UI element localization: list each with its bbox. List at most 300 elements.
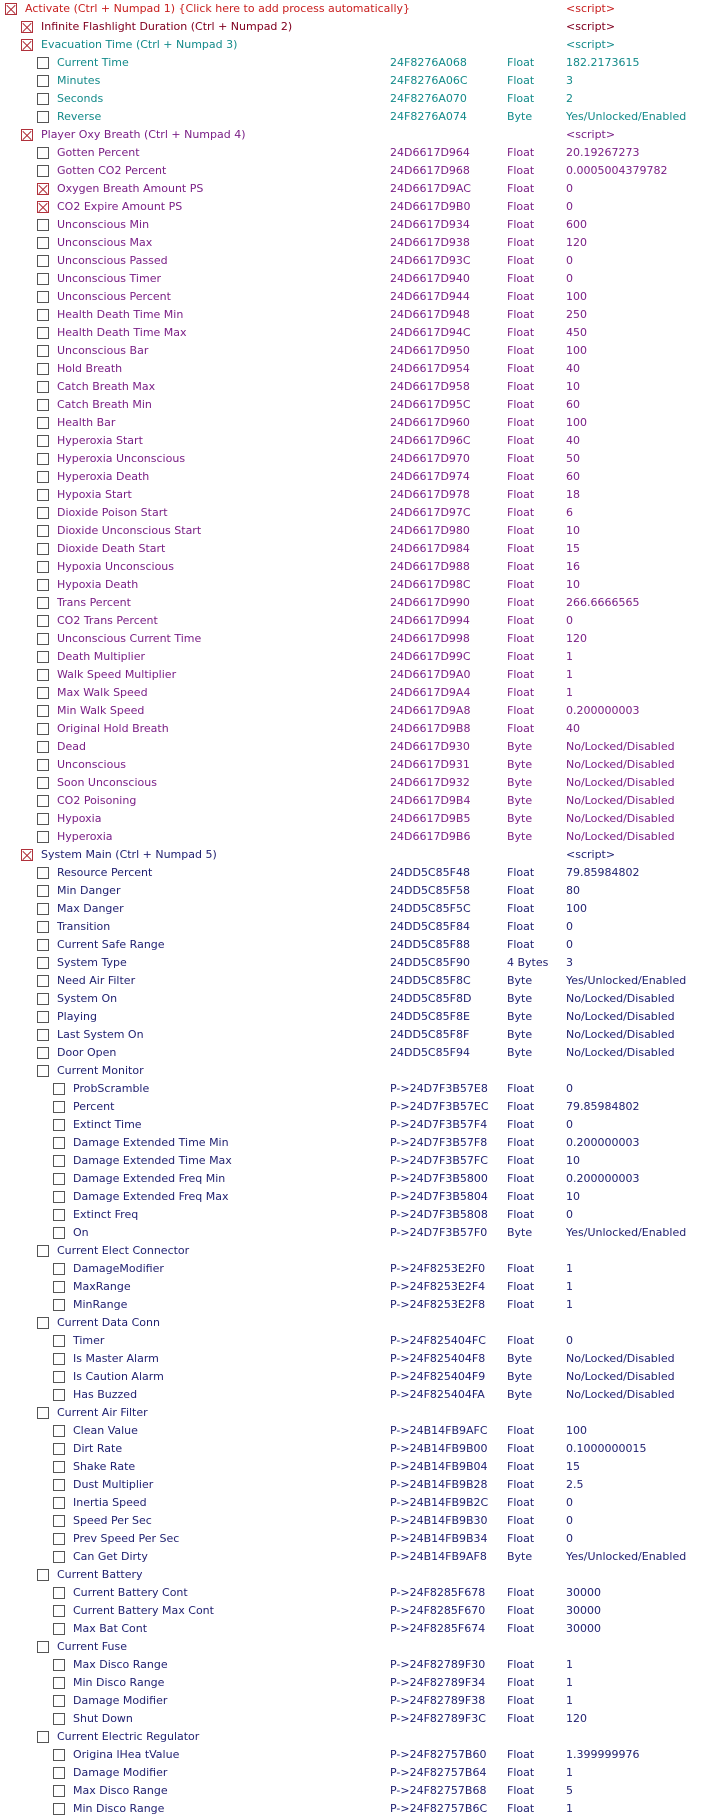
entry-value[interactable]: No/Locked/Disabled: [566, 1028, 675, 1041]
entry-value[interactable]: 182.2173615: [566, 56, 640, 69]
entry-value[interactable]: 10: [566, 578, 580, 591]
active-checkbox[interactable]: [37, 381, 49, 393]
table-row[interactable]: [0, 972, 703, 990]
table-row[interactable]: [0, 522, 703, 540]
entry-value[interactable]: No/Locked/Disabled: [566, 1352, 675, 1365]
table-row[interactable]: [0, 1674, 703, 1692]
entry-value[interactable]: <script>: [566, 38, 616, 51]
entry-value[interactable]: 0.1000000015: [566, 1442, 647, 1455]
table-row[interactable]: [0, 1224, 703, 1242]
active-checkbox[interactable]: [37, 813, 49, 825]
entry-value[interactable]: 50: [566, 452, 580, 465]
active-checkbox[interactable]: [37, 183, 49, 195]
entry-value[interactable]: 5: [566, 1784, 573, 1797]
table-row[interactable]: [0, 1260, 703, 1278]
table-row[interactable]: [0, 18, 703, 36]
active-checkbox[interactable]: [37, 75, 49, 87]
table-row[interactable]: [0, 1404, 703, 1422]
entry-value[interactable]: 0.200000003: [566, 704, 640, 717]
active-checkbox[interactable]: [37, 597, 49, 609]
table-row[interactable]: [0, 1206, 703, 1224]
active-checkbox[interactable]: [53, 1443, 65, 1455]
active-checkbox[interactable]: [21, 129, 33, 141]
table-row[interactable]: [0, 1116, 703, 1134]
table-row[interactable]: [0, 1476, 703, 1494]
entry-value[interactable]: 0: [566, 200, 573, 213]
entry-value[interactable]: 0.200000003: [566, 1172, 640, 1185]
table-row[interactable]: [0, 1296, 703, 1314]
active-checkbox[interactable]: [53, 1425, 65, 1437]
active-checkbox[interactable]: [53, 1191, 65, 1203]
table-row[interactable]: [0, 828, 703, 846]
active-checkbox[interactable]: [37, 885, 49, 897]
entry-value[interactable]: 100: [566, 1424, 587, 1437]
table-row[interactable]: [0, 36, 703, 54]
active-checkbox[interactable]: [53, 1389, 65, 1401]
table-row[interactable]: [0, 504, 703, 522]
table-row[interactable]: [0, 1548, 703, 1566]
table-row[interactable]: [0, 1566, 703, 1584]
table-row[interactable]: [0, 1278, 703, 1296]
active-checkbox[interactable]: [53, 1533, 65, 1545]
active-checkbox[interactable]: [37, 867, 49, 879]
active-checkbox[interactable]: [37, 939, 49, 951]
entry-value[interactable]: No/Locked/Disabled: [566, 992, 675, 1005]
entry-value[interactable]: 3: [566, 956, 573, 969]
active-checkbox[interactable]: [37, 1569, 49, 1581]
table-row[interactable]: [0, 1080, 703, 1098]
active-checkbox[interactable]: [53, 1587, 65, 1599]
table-row[interactable]: [0, 72, 703, 90]
table-row[interactable]: [0, 1440, 703, 1458]
table-row[interactable]: [0, 630, 703, 648]
entry-value[interactable]: 30000: [566, 1622, 601, 1635]
table-row[interactable]: [0, 468, 703, 486]
entry-description: Need Air Filter: [57, 974, 136, 987]
entry-value[interactable]: 0: [566, 182, 573, 195]
table-row[interactable]: [0, 414, 703, 432]
entry-value[interactable]: No/Locked/Disabled: [566, 776, 675, 789]
active-checkbox[interactable]: [37, 1065, 49, 1077]
entry-value[interactable]: 0: [566, 1082, 573, 1095]
entry-value[interactable]: Yes/Unlocked/Enabled: [566, 974, 687, 987]
table-row[interactable]: [0, 1620, 703, 1638]
table-row[interactable]: [0, 1062, 703, 1080]
active-checkbox[interactable]: [53, 1767, 65, 1779]
table-row[interactable]: [0, 1368, 703, 1386]
active-checkbox[interactable]: [53, 1623, 65, 1635]
table-row[interactable]: [0, 900, 703, 918]
entry-value[interactable]: 0: [566, 1496, 573, 1509]
entry-value[interactable]: 15: [566, 1460, 580, 1473]
active-checkbox[interactable]: [37, 741, 49, 753]
table-row[interactable]: [0, 1656, 703, 1674]
entry-value[interactable]: <script>: [566, 128, 616, 141]
entry-value[interactable]: 120: [566, 1712, 587, 1725]
table-row[interactable]: [0, 648, 703, 666]
table-row[interactable]: [0, 810, 703, 828]
active-checkbox[interactable]: [53, 1713, 65, 1725]
entry-value[interactable]: 10: [566, 524, 580, 537]
entry-value[interactable]: 80: [566, 884, 580, 897]
table-row[interactable]: [0, 1458, 703, 1476]
entry-value[interactable]: No/Locked/Disabled: [566, 740, 675, 753]
entry-value[interactable]: 16: [566, 560, 580, 573]
active-checkbox[interactable]: [37, 417, 49, 429]
active-checkbox[interactable]: [37, 363, 49, 375]
active-checkbox[interactable]: [37, 399, 49, 411]
entry-value[interactable]: <script>: [566, 20, 616, 33]
active-checkbox[interactable]: [37, 615, 49, 627]
entry-value[interactable]: 1: [566, 1802, 573, 1815]
active-checkbox[interactable]: [21, 21, 33, 33]
active-checkbox[interactable]: [53, 1119, 65, 1131]
entry-value[interactable]: 20.19267273: [566, 146, 640, 159]
active-checkbox[interactable]: [37, 57, 49, 69]
table-row[interactable]: [0, 1728, 703, 1746]
table-row[interactable]: [0, 756, 703, 774]
active-checkbox[interactable]: [53, 1101, 65, 1113]
active-checkbox[interactable]: [37, 525, 49, 537]
active-checkbox[interactable]: [37, 957, 49, 969]
table-row[interactable]: [0, 126, 703, 144]
table-row[interactable]: [0, 306, 703, 324]
table-row[interactable]: [0, 1026, 703, 1044]
active-checkbox[interactable]: [37, 1407, 49, 1419]
table-row[interactable]: [0, 1314, 703, 1332]
table-row[interactable]: [0, 702, 703, 720]
entry-value[interactable]: 79.85984802: [566, 1100, 640, 1113]
table-row[interactable]: [0, 594, 703, 612]
table-row[interactable]: [0, 846, 703, 864]
entry-value[interactable]: No/Locked/Disabled: [566, 758, 675, 771]
entry-value[interactable]: 100: [566, 902, 587, 915]
table-row[interactable]: [0, 288, 703, 306]
entry-value[interactable]: 100: [566, 344, 587, 357]
entry-value[interactable]: 0: [566, 1118, 573, 1131]
entry-value[interactable]: 10: [566, 380, 580, 393]
entry-value[interactable]: 120: [566, 632, 587, 645]
entry-value[interactable]: 40: [566, 434, 580, 447]
active-checkbox[interactable]: [53, 1173, 65, 1185]
table-row[interactable]: [0, 666, 703, 684]
entry-value[interactable]: 0: [566, 1514, 573, 1527]
entry-value[interactable]: Yes/Unlocked/Enabled: [566, 1550, 687, 1563]
table-row[interactable]: [0, 90, 703, 108]
entry-value[interactable]: Yes/Unlocked/Enabled: [566, 1226, 687, 1239]
active-checkbox[interactable]: [37, 723, 49, 735]
entry-value[interactable]: 1: [566, 1694, 573, 1707]
table-row[interactable]: [0, 450, 703, 468]
entry-value[interactable]: 0: [566, 254, 573, 267]
entry-value[interactable]: 1: [566, 1676, 573, 1689]
table-row[interactable]: [0, 1530, 703, 1548]
entry-value[interactable]: 266.6666565: [566, 596, 640, 609]
active-checkbox[interactable]: [37, 1731, 49, 1743]
entry-value[interactable]: 0: [566, 1208, 573, 1221]
table-row[interactable]: [0, 1512, 703, 1530]
entry-value[interactable]: No/Locked/Disabled: [566, 794, 675, 807]
active-checkbox[interactable]: [37, 93, 49, 105]
entry-type: Float: [507, 632, 535, 645]
entry-value[interactable]: 1: [566, 1262, 573, 1275]
entry-value[interactable]: 60: [566, 398, 580, 411]
table-row[interactable]: [0, 1350, 703, 1368]
active-checkbox[interactable]: [37, 507, 49, 519]
active-checkbox[interactable]: [37, 903, 49, 915]
active-checkbox[interactable]: [53, 1677, 65, 1689]
entry-value[interactable]: 450: [566, 326, 587, 339]
table-row[interactable]: [0, 1638, 703, 1656]
entry-value[interactable]: 15: [566, 542, 580, 555]
active-checkbox[interactable]: [37, 543, 49, 555]
active-checkbox[interactable]: [53, 1263, 65, 1275]
entry-value[interactable]: 10: [566, 1190, 580, 1203]
active-checkbox[interactable]: [53, 1335, 65, 1347]
entry-value[interactable]: 1: [566, 1658, 573, 1671]
table-row[interactable]: [0, 1098, 703, 1116]
entry-value[interactable]: Yes/Unlocked/Enabled: [566, 110, 687, 123]
entry-value[interactable]: 2: [566, 92, 573, 105]
entry-value[interactable]: 1: [566, 1298, 573, 1311]
active-checkbox[interactable]: [37, 273, 49, 285]
active-checkbox[interactable]: [37, 921, 49, 933]
entry-value[interactable]: 79.85984802: [566, 866, 640, 879]
table-row[interactable]: [0, 54, 703, 72]
entry-value[interactable]: 1: [566, 650, 573, 663]
table-row[interactable]: [0, 1800, 703, 1818]
active-checkbox[interactable]: [37, 453, 49, 465]
table-row[interactable]: [0, 576, 703, 594]
table-row[interactable]: [0, 720, 703, 738]
entry-value[interactable]: No/Locked/Disabled: [566, 1388, 675, 1401]
entry-value[interactable]: 0: [566, 920, 573, 933]
active-checkbox[interactable]: [37, 687, 49, 699]
table-row[interactable]: [0, 558, 703, 576]
active-checkbox[interactable]: [37, 255, 49, 267]
active-checkbox[interactable]: [5, 3, 17, 15]
active-checkbox[interactable]: [37, 975, 49, 987]
active-checkbox[interactable]: [37, 1011, 49, 1023]
table-row[interactable]: [0, 1242, 703, 1260]
entry-value[interactable]: No/Locked/Disabled: [566, 1010, 675, 1023]
active-checkbox[interactable]: [53, 1461, 65, 1473]
active-checkbox[interactable]: [37, 777, 49, 789]
table-row[interactable]: [0, 612, 703, 630]
entry-value[interactable]: 1: [566, 686, 573, 699]
active-checkbox[interactable]: [37, 111, 49, 123]
active-checkbox[interactable]: [37, 831, 49, 843]
table-row[interactable]: [0, 1710, 703, 1728]
active-checkbox[interactable]: [53, 1497, 65, 1509]
entry-value[interactable]: No/Locked/Disabled: [566, 830, 675, 843]
table-row[interactable]: [0, 792, 703, 810]
entry-value[interactable]: 250: [566, 308, 587, 321]
active-checkbox[interactable]: [37, 1317, 49, 1329]
table-row[interactable]: [0, 1134, 703, 1152]
active-checkbox[interactable]: [37, 489, 49, 501]
active-checkbox[interactable]: [37, 561, 49, 573]
table-row[interactable]: [0, 162, 703, 180]
table-row[interactable]: [0, 216, 703, 234]
table-row[interactable]: [0, 324, 703, 342]
entry-value[interactable]: 0.0005004379782: [566, 164, 668, 177]
table-row[interactable]: [0, 198, 703, 216]
table-row[interactable]: [0, 1386, 703, 1404]
entry-value[interactable]: 30000: [566, 1586, 601, 1599]
active-checkbox[interactable]: [53, 1803, 65, 1815]
active-checkbox[interactable]: [53, 1785, 65, 1797]
table-row[interactable]: [0, 684, 703, 702]
active-checkbox[interactable]: [37, 147, 49, 159]
entry-value[interactable]: 60: [566, 470, 580, 483]
table-row[interactable]: [0, 0, 703, 18]
table-row[interactable]: [0, 360, 703, 378]
active-checkbox[interactable]: [53, 1479, 65, 1491]
entry-value[interactable]: 1.399999976: [566, 1748, 640, 1761]
table-row[interactable]: [0, 1746, 703, 1764]
entry-value[interactable]: 120: [566, 236, 587, 249]
active-checkbox[interactable]: [53, 1083, 65, 1095]
active-checkbox[interactable]: [53, 1227, 65, 1239]
active-checkbox[interactable]: [37, 165, 49, 177]
table-row[interactable]: [0, 1188, 703, 1206]
entry-value[interactable]: No/Locked/Disabled: [566, 1046, 675, 1059]
entry-value[interactable]: 18: [566, 488, 580, 501]
table-row[interactable]: [0, 1170, 703, 1188]
table-row[interactable]: [0, 270, 703, 288]
entry-value[interactable]: 0: [566, 1532, 573, 1545]
active-checkbox[interactable]: [53, 1695, 65, 1707]
entry-value[interactable]: 0: [566, 938, 573, 951]
active-checkbox[interactable]: [53, 1353, 65, 1365]
table-row[interactable]: [0, 1782, 703, 1800]
table-row[interactable]: [0, 954, 703, 972]
active-checkbox[interactable]: [37, 1047, 49, 1059]
entry-value[interactable]: 30000: [566, 1604, 601, 1617]
active-checkbox[interactable]: [53, 1605, 65, 1617]
entry-value[interactable]: No/Locked/Disabled: [566, 1370, 675, 1383]
active-checkbox[interactable]: [37, 759, 49, 771]
table-row[interactable]: [0, 396, 703, 414]
table-row[interactable]: [0, 1044, 703, 1062]
entry-address: 24D6617D938: [390, 236, 470, 249]
active-checkbox[interactable]: [53, 1749, 65, 1761]
active-checkbox[interactable]: [37, 345, 49, 357]
active-checkbox[interactable]: [53, 1515, 65, 1527]
table-row[interactable]: [0, 378, 703, 396]
table-row[interactable]: [0, 432, 703, 450]
entry-value[interactable]: <script>: [566, 2, 616, 15]
table-row[interactable]: [0, 918, 703, 936]
table-row[interactable]: [0, 864, 703, 882]
table-row[interactable]: [0, 1152, 703, 1170]
active-checkbox[interactable]: [53, 1371, 65, 1383]
table-row[interactable]: [0, 540, 703, 558]
active-checkbox[interactable]: [37, 633, 49, 645]
active-checkbox[interactable]: [37, 201, 49, 213]
table-row[interactable]: [0, 108, 703, 126]
active-checkbox[interactable]: [53, 1137, 65, 1149]
entry-value[interactable]: 1: [566, 668, 573, 681]
entry-value[interactable]: 0.200000003: [566, 1136, 640, 1149]
table-row[interactable]: [0, 1584, 703, 1602]
active-checkbox[interactable]: [37, 309, 49, 321]
table-row[interactable]: [0, 1494, 703, 1512]
active-checkbox[interactable]: [37, 219, 49, 231]
entry-value[interactable]: 1: [566, 1766, 573, 1779]
active-checkbox[interactable]: [37, 1029, 49, 1041]
entry-value[interactable]: 10: [566, 1154, 580, 1167]
table-row[interactable]: [0, 342, 703, 360]
active-checkbox[interactable]: [37, 651, 49, 663]
active-checkbox[interactable]: [37, 795, 49, 807]
table-row[interactable]: [0, 252, 703, 270]
entry-value[interactable]: 600: [566, 218, 587, 231]
table-row[interactable]: [0, 774, 703, 792]
entry-value[interactable]: 1: [566, 1280, 573, 1293]
table-row[interactable]: [0, 738, 703, 756]
active-checkbox[interactable]: [37, 327, 49, 339]
table-row[interactable]: [0, 180, 703, 198]
table-row[interactable]: [0, 1602, 703, 1620]
active-checkbox[interactable]: [37, 993, 49, 1005]
active-checkbox[interactable]: [53, 1209, 65, 1221]
active-checkbox[interactable]: [37, 291, 49, 303]
active-checkbox[interactable]: [37, 669, 49, 681]
table-row[interactable]: [0, 882, 703, 900]
table-row[interactable]: [0, 1008, 703, 1026]
active-checkbox[interactable]: [37, 435, 49, 447]
active-checkbox[interactable]: [53, 1551, 65, 1563]
entry-value[interactable]: 40: [566, 362, 580, 375]
entry-value[interactable]: 0: [566, 1334, 573, 1347]
entry-value[interactable]: 0: [566, 614, 573, 627]
entry-address: 24DD5C85F8E: [390, 1010, 470, 1023]
active-checkbox[interactable]: [53, 1155, 65, 1167]
table-row[interactable]: [0, 1692, 703, 1710]
table-row[interactable]: [0, 936, 703, 954]
active-checkbox[interactable]: [37, 705, 49, 717]
entry-value[interactable]: 100: [566, 290, 587, 303]
entry-value[interactable]: 6: [566, 506, 573, 519]
table-row[interactable]: [0, 1332, 703, 1350]
table-row[interactable]: [0, 486, 703, 504]
table-row[interactable]: [0, 1422, 703, 1440]
active-checkbox[interactable]: [53, 1281, 65, 1293]
active-checkbox[interactable]: [37, 1641, 49, 1653]
active-checkbox[interactable]: [21, 39, 33, 51]
entry-value[interactable]: 2.5: [566, 1478, 584, 1491]
active-checkbox[interactable]: [37, 471, 49, 483]
active-checkbox[interactable]: [37, 237, 49, 249]
entry-value[interactable]: <script>: [566, 848, 616, 861]
table-row[interactable]: [0, 1764, 703, 1782]
entry-value[interactable]: 100: [566, 416, 587, 429]
table-row[interactable]: [0, 144, 703, 162]
active-checkbox[interactable]: [21, 849, 33, 861]
entry-value[interactable]: 40: [566, 722, 580, 735]
active-checkbox[interactable]: [53, 1299, 65, 1311]
entry-value[interactable]: No/Locked/Disabled: [566, 812, 675, 825]
entry-value[interactable]: 3: [566, 74, 573, 87]
table-row[interactable]: [0, 234, 703, 252]
table-row[interactable]: [0, 990, 703, 1008]
active-checkbox[interactable]: [53, 1659, 65, 1671]
entry-value[interactable]: 0: [566, 272, 573, 285]
active-checkbox[interactable]: [37, 579, 49, 591]
active-checkbox[interactable]: [37, 1245, 49, 1257]
